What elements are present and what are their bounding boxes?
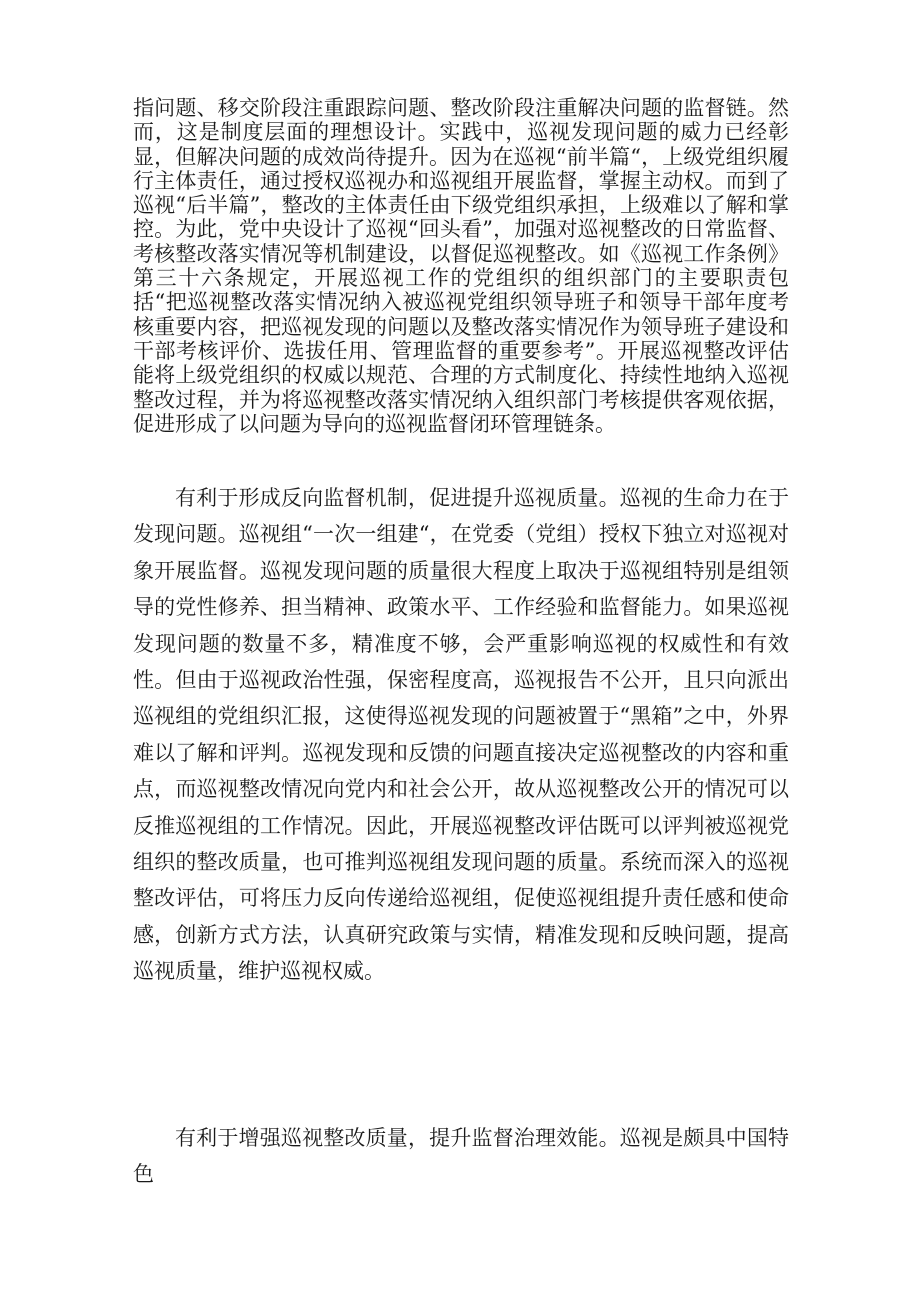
paragraph-rectification-quality: 有利于增强巡视整改质量，提升监督治理效能。巡视是颇具中国特色 <box>133 1126 789 1187</box>
paragraph-continuation: 指问题、移交阶段注重跟踪问题、整改阶段注重解决问题的监督链。然而，这是制度层面的理想设计。实践中，巡视发现问题的威力已经彰显，但解决问题的成效尚待提升。因为在巡视“前半篇“，上级党组织履行主体责任，通过授权巡视办和巡视组开展监督，掌握主动权。而到了巡视“后半篇”，整改的主体责任由下级党组织承担，上级难以了解和掌控。为此，党中央设计了巡视“回头看”，加强对巡视整改的日常监督、考核整改落实情况等机制建设，以督促巡视整改。如《巡视工作条例》第三十六条规定，开展巡视工作的党组织的组织部门的主要职责包括“把巡视整改落实情况纳入被巡视党组织领导班子和领导干部年度考核重要内容，把巡视发现的问题以及整改落实情况作为领导班子建设和干部考核评价、选拔任用、管理监督的重要参考”。开展巡视整改评估能将上级党组织的权威以规范、合理的方式制度化、持续性地纳入巡视整改过程，并为将巡视整改落实情况纳入组织部门考核提供客观依据，促进形成了以问题为导向的巡视监督闭环管理链条。 <box>133 96 789 436</box>
paragraph-reverse-supervision: 有利于形成反向监督机制，促进提升巡视质量。巡视的生命力在于发现问题。巡视组“一次一组建“，在党委（党组）授权下独立对巡视对象开展监督。巡视发现问题的质量很大程度上取决于巡视组特别是组领导的党性修养、担当精神、政策水平、工作经验和监督能力。如果巡视发现问题的数量不多，精准度不够，会严重影响巡视的权威性和有效性。但由于巡视政治性强，保密程度高，巡视报告不公开，且只向派出巡视组的党组织汇报，这使得巡视发现的问题被置于“黑箱”之中，外界难以了解和评判。巡视发现和反馈的问题直接决定巡视整改的内容和重点，而巡视整改情况向党内和社会公开，故从巡视整改公开的情况可以反推巡视组的工作情况。因此，开展巡视整改评估既可以评判被巡视党组织的整改质量，也可推判巡视组发现问题的质量。系统而深入的巡视整改评估，可将压力反向传递给巡视组，促使巡视组提升责任感和使命感，创新方式方法，认真研究政策与实情，精准发现和反映问题，提高巡视质量，维护巡视权威。 <box>133 486 789 984</box>
